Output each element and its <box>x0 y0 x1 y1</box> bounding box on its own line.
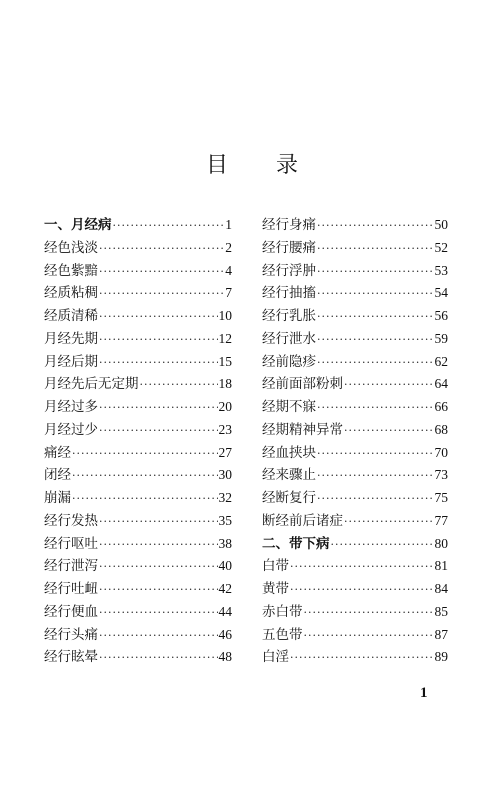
toc-entry <box>262 372 448 395</box>
toc-leader-dots <box>72 447 218 460</box>
page-number: 1 <box>420 685 428 701</box>
toc-entry-title: 断经前后诸症 <box>262 512 343 529</box>
toc-leader-dots <box>113 219 225 232</box>
toc-entry-title: 经行乳胀 <box>262 308 316 324</box>
toc-entry-page: 52 <box>434 239 448 255</box>
toc-leader-dots <box>317 265 434 278</box>
toc-entry-title: 经期精神异常 <box>262 421 343 438</box>
toc-leader-dots <box>290 560 434 573</box>
toc-entry <box>262 463 448 486</box>
toc-entry-page: 27 <box>218 444 232 460</box>
toc-leader-dots <box>99 515 218 528</box>
toc-section-heading <box>262 532 448 555</box>
toc-entry <box>262 577 448 600</box>
toc-right-column <box>262 213 448 668</box>
toc-leader-dots <box>317 333 434 346</box>
toc-entry-title: 经色紫黯 <box>44 262 98 279</box>
toc-entry-title: 月经先后无定期 <box>44 376 139 393</box>
toc-entry-title: 经行便血 <box>44 603 98 620</box>
toc-leader-dots <box>317 492 434 505</box>
toc-entry <box>44 418 232 441</box>
toc-entry-title: 经行泄水 <box>262 330 316 347</box>
toc-entry <box>44 281 232 304</box>
toc-entry-title: 黄带 <box>262 581 289 597</box>
toc-entry-title: 白带 <box>262 558 289 575</box>
toc-entry-page: 62 <box>434 353 448 369</box>
toc-entry-page: 7 <box>225 285 232 301</box>
toc-entry-page: 64 <box>434 376 448 392</box>
toc-entry-page: 68 <box>434 421 448 437</box>
toc-entry <box>262 236 448 259</box>
toc-entry-page: 2 <box>225 239 232 255</box>
toc-entry-page: 84 <box>434 581 448 596</box>
toc-leader-dots <box>72 469 218 482</box>
toc-leader-dots <box>99 356 218 369</box>
toc-entry-page: 48 <box>218 649 232 665</box>
toc-entry <box>44 327 232 350</box>
toc-entry <box>262 554 448 577</box>
toc-entry-title: 经行吐衄 <box>44 581 98 597</box>
toc-leader-dots <box>317 356 434 369</box>
toc-leader-dots <box>99 629 218 642</box>
toc-leader-dots <box>99 333 218 346</box>
toc-leader-dots <box>290 651 434 664</box>
toc-leader-dots <box>99 583 218 596</box>
toc-leader-dots <box>317 242 434 255</box>
toc-entry-title: 月经过少 <box>44 421 98 438</box>
toc-entry-page: 59 <box>434 330 448 346</box>
toc-entry-page: 54 <box>434 285 448 301</box>
toc-entry-title: 经行头痛 <box>44 626 98 643</box>
toc-leader-dots <box>317 310 434 323</box>
toc-entry <box>262 600 448 623</box>
toc-entry-page: 85 <box>434 603 448 619</box>
toc-entry-title: 经行发热 <box>44 512 98 529</box>
toc-entry <box>262 259 448 282</box>
toc-entry-page: 30 <box>218 467 232 483</box>
toc-entry-page: 73 <box>434 467 448 483</box>
toc-entry-page: 44 <box>218 603 232 619</box>
toc-leader-dots <box>99 265 224 278</box>
toc-entry-title: 一、月经病 <box>44 217 112 233</box>
toc-entry <box>262 395 448 418</box>
toc-entry-page: 53 <box>434 262 448 278</box>
toc-leader-dots <box>99 560 218 573</box>
toc-entry <box>44 623 232 646</box>
toc-leader-dots <box>99 310 218 323</box>
toc-entry <box>44 372 232 395</box>
toc-entry-page: 80 <box>434 535 448 551</box>
toc-entry <box>44 304 232 327</box>
toc-entry-page: 4 <box>225 262 232 278</box>
toc-section-heading <box>44 213 232 236</box>
toc-entry <box>44 577 232 600</box>
page-title: 目录 <box>205 153 346 178</box>
toc-entry <box>44 259 232 282</box>
toc-entry-page: 40 <box>218 558 232 574</box>
toc-entry <box>44 441 232 464</box>
toc-entry-title: 月经过多 <box>44 399 98 415</box>
toc-entry-title: 白淫 <box>262 649 289 666</box>
toc-leader-dots <box>317 287 434 300</box>
toc-entry-page: 23 <box>218 421 232 437</box>
toc-entry-page: 1 <box>225 217 232 232</box>
toc-entry <box>44 486 232 509</box>
toc-entry <box>262 304 448 327</box>
toc-left-column <box>44 213 232 668</box>
toc-leader-dots <box>304 606 434 619</box>
toc-entry-page: 56 <box>434 308 448 323</box>
toc-leader-dots <box>304 629 434 642</box>
toc-leader-dots <box>99 606 218 619</box>
toc-entry-title: 二、带下病 <box>262 535 330 552</box>
toc-leader-dots <box>99 401 218 414</box>
toc-entry-page: 20 <box>218 399 232 414</box>
toc-leader-dots <box>331 538 434 551</box>
toc-entry <box>262 350 448 373</box>
toc-leader-dots <box>99 538 218 551</box>
toc-entry-page: 10 <box>218 308 232 323</box>
toc-entry-page: 75 <box>434 490 448 505</box>
toc-entry <box>262 281 448 304</box>
toc-entry <box>262 441 448 464</box>
toc-entry <box>44 236 232 259</box>
toc-entry-title: 经前隐疹 <box>262 353 316 370</box>
toc-entry <box>44 554 232 577</box>
toc-entry-title: 经行抽搐 <box>262 285 316 302</box>
toc-entry-title: 经行浮肿 <box>262 262 316 279</box>
toc-entry <box>262 418 448 441</box>
toc-entry <box>262 509 448 532</box>
toc-entry-title: 经行眩晕 <box>44 649 98 666</box>
toc-entry-title: 月经后期 <box>44 353 98 370</box>
toc-leader-dots <box>317 447 434 460</box>
toc-entry-title: 经行腰痛 <box>262 239 316 256</box>
toc-entry <box>262 213 448 236</box>
toc-entry <box>262 645 448 668</box>
toc-entry-title: 经血挟块 <box>262 444 316 461</box>
toc-leader-dots <box>344 515 434 528</box>
toc-leader-dots <box>344 424 434 437</box>
toc-leader-dots <box>290 583 434 596</box>
toc-entry-title: 经来骤止 <box>262 467 316 484</box>
toc-entry-page: 18 <box>218 376 232 392</box>
toc-entry-page: 50 <box>434 217 448 232</box>
toc-leader-dots <box>317 469 434 482</box>
toc-entry <box>44 600 232 623</box>
toc-entry <box>262 623 448 646</box>
toc-entry-title: 经质粘稠 <box>44 285 98 302</box>
toc-entry-page: 89 <box>434 649 448 665</box>
toc-entry <box>262 486 448 509</box>
toc-entry-page: 42 <box>218 581 232 596</box>
toc-entry-page: 70 <box>434 444 448 460</box>
toc-entry <box>44 509 232 532</box>
toc-entry-page: 15 <box>218 353 232 369</box>
toc-entry <box>262 327 448 350</box>
toc-entry-title: 崩漏 <box>44 490 71 506</box>
toc-entry <box>44 532 232 555</box>
toc-entry <box>44 463 232 486</box>
toc-entry-page: 38 <box>218 535 232 551</box>
toc-entry-title: 经期不寐 <box>262 399 316 415</box>
toc-entry <box>44 350 232 373</box>
toc-leader-dots <box>99 242 224 255</box>
toc-entry-title: 闭经 <box>44 467 71 484</box>
toc-entry-page: 87 <box>434 626 448 642</box>
toc-entry-title: 月经先期 <box>44 330 98 347</box>
toc-leader-dots <box>99 651 218 664</box>
toc-leader-dots <box>317 219 434 232</box>
toc-entry-title: 经断复行 <box>262 490 316 506</box>
toc-entry-title: 赤白带 <box>262 603 303 620</box>
toc-leader-dots <box>140 378 218 391</box>
toc-entry-title: 经行身痛 <box>262 217 316 233</box>
toc-entry-title: 五色带 <box>262 626 303 643</box>
toc-entry-page: 46 <box>218 626 232 642</box>
toc-entry-page: 32 <box>218 490 232 505</box>
toc-leader-dots <box>344 378 434 391</box>
toc-entry <box>44 395 232 418</box>
toc-entry <box>44 645 232 668</box>
toc-entry-page: 35 <box>218 512 232 528</box>
toc-leader-dots <box>72 492 218 505</box>
toc-leader-dots <box>99 287 224 300</box>
toc-entry-title: 经行泄泻 <box>44 558 98 575</box>
toc-entry-title: 经前面部粉刺 <box>262 376 343 393</box>
toc-entry-title: 经行呕吐 <box>44 535 98 552</box>
toc-entry-title: 痛经 <box>44 444 71 461</box>
toc-entry-page: 66 <box>434 399 448 414</box>
toc-entry-title: 经质清稀 <box>44 308 98 324</box>
toc-entry-title: 经色浅淡 <box>44 239 98 256</box>
toc-leader-dots <box>317 401 434 414</box>
toc-leader-dots <box>99 424 218 437</box>
toc-entry-page: 12 <box>218 330 232 346</box>
toc-entry-page: 77 <box>434 512 448 528</box>
toc-entry-page: 81 <box>434 558 448 574</box>
